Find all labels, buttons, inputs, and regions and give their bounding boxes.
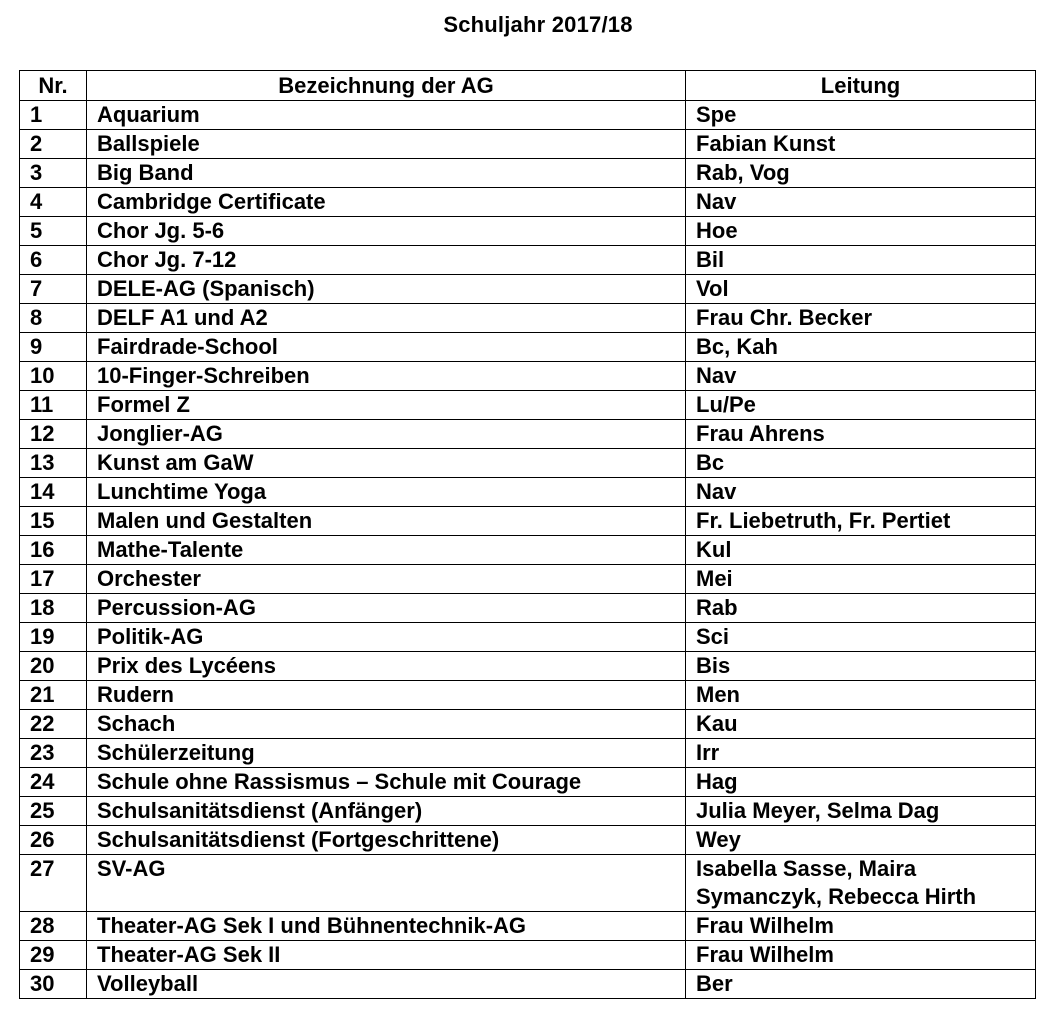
ag-name: 10-Finger-Schreiben: [87, 362, 686, 391]
ag-name: Schulsanitätsdienst (Anfänger): [87, 797, 686, 826]
ag-lead: Rab: [686, 594, 1036, 623]
ag-lead: Bc: [686, 449, 1036, 478]
ag-lead: Nav: [686, 478, 1036, 507]
table-row: [20, 101, 1036, 130]
table-row: [20, 912, 1036, 941]
row-number: 6: [20, 246, 87, 275]
row-number: 29: [20, 941, 87, 970]
table-row: [20, 362, 1036, 391]
row-number: 2: [20, 130, 87, 159]
ag-lead: Bis: [686, 652, 1036, 681]
ag-name: Malen und Gestalten: [87, 507, 686, 536]
ag-name: Schülerzeitung: [87, 739, 686, 768]
ag-name: Chor Jg. 5-6: [87, 217, 686, 246]
table-row: [20, 130, 1036, 159]
ag-name: Schach: [87, 710, 686, 739]
table-row: [20, 507, 1036, 536]
table-row: [20, 536, 1036, 565]
ag-lead: Fr. Liebetruth, Fr. Pertiet: [686, 507, 1036, 536]
table-row: [20, 275, 1036, 304]
table-row: [20, 855, 1036, 912]
table-row: [20, 565, 1036, 594]
row-number: 16: [20, 536, 87, 565]
ag-name: DELF A1 und A2: [87, 304, 686, 333]
table-row: [20, 797, 1036, 826]
ag-lead: Bil: [686, 246, 1036, 275]
table-header-row: [20, 71, 1036, 101]
row-number: 21: [20, 681, 87, 710]
ag-lead: Isabella Sasse, Maira Symanczyk, Rebecca Hirth: [686, 855, 1036, 912]
column-header-nr: Nr.: [20, 71, 87, 101]
row-number: 24: [20, 768, 87, 797]
ag-lead: Vol: [686, 275, 1036, 304]
page-title: Schuljahr 2017/18: [443, 12, 633, 37]
row-number: 10: [20, 362, 87, 391]
ag-lead: Frau Wilhelm: [686, 912, 1036, 941]
row-number: 25: [20, 797, 87, 826]
ag-lead: Kau: [686, 710, 1036, 739]
row-number: 18: [20, 594, 87, 623]
row-number: 30: [20, 970, 87, 999]
table-row: [20, 159, 1036, 188]
table-row: [20, 652, 1036, 681]
row-number: 17: [20, 565, 87, 594]
ag-lead: Wey: [686, 826, 1036, 855]
ag-name: Mathe-Talente: [87, 536, 686, 565]
row-number: 13: [20, 449, 87, 478]
ag-lead: Irr: [686, 739, 1036, 768]
table-row: [20, 304, 1036, 333]
table-row: [20, 188, 1036, 217]
ag-lead: Mei: [686, 565, 1036, 594]
ag-table: [19, 70, 1036, 999]
ag-name: Prix des Lycéens: [87, 652, 686, 681]
ag-name: SV-AG: [87, 855, 686, 912]
ag-lead: Fabian Kunst: [686, 130, 1036, 159]
table-row: [20, 449, 1036, 478]
ag-lead: Rab, Vog: [686, 159, 1036, 188]
ag-lead: Lu/Pe: [686, 391, 1036, 420]
ag-name: Theater-AG Sek II: [87, 941, 686, 970]
row-number: 5: [20, 217, 87, 246]
ag-name: Lunchtime Yoga: [87, 478, 686, 507]
table-row: [20, 391, 1036, 420]
table-row: [20, 970, 1036, 999]
row-number: 19: [20, 623, 87, 652]
row-number: 11: [20, 391, 87, 420]
table-row: [20, 681, 1036, 710]
ag-name: Percussion-AG: [87, 594, 686, 623]
table-row: [20, 217, 1036, 246]
row-number: 1: [20, 101, 87, 130]
column-header-name: Bezeichnung der AG: [87, 71, 686, 101]
table-row: [20, 478, 1036, 507]
ag-lead: Frau Chr. Becker: [686, 304, 1036, 333]
column-header-lead: Leitung: [686, 71, 1036, 101]
ag-name: Big Band: [87, 159, 686, 188]
ag-name: Theater-AG Sek I und Bühnentechnik-AG: [87, 912, 686, 941]
row-number: 7: [20, 275, 87, 304]
row-number: 22: [20, 710, 87, 739]
table-body: [20, 101, 1036, 999]
table-row: [20, 739, 1036, 768]
ag-name: Schule ohne Rassismus – Schule mit Courage: [87, 768, 686, 797]
table-row: [20, 420, 1036, 449]
table-row: [20, 333, 1036, 362]
ag-name: Kunst am GaW: [87, 449, 686, 478]
ag-lead: Men: [686, 681, 1036, 710]
row-number: 8: [20, 304, 87, 333]
ag-lead: Frau Ahrens: [686, 420, 1036, 449]
row-number: 14: [20, 478, 87, 507]
row-number: 15: [20, 507, 87, 536]
ag-name: Cambridge Certificate: [87, 188, 686, 217]
ag-name: Volleyball: [87, 970, 686, 999]
row-number: 28: [20, 912, 87, 941]
ag-lead: Julia Meyer, Selma Dag: [686, 797, 1036, 826]
ag-name: Rudern: [87, 681, 686, 710]
ag-name: Orchester: [87, 565, 686, 594]
row-number: 27: [20, 855, 87, 912]
ag-lead: Bc, Kah: [686, 333, 1036, 362]
ag-name: Schulsanitätsdienst (Fortgeschrittene): [87, 826, 686, 855]
ag-name: Aquarium: [87, 101, 686, 130]
row-number: 23: [20, 739, 87, 768]
ag-lead: Sci: [686, 623, 1036, 652]
ag-name: Ballspiele: [87, 130, 686, 159]
ag-lead: Hoe: [686, 217, 1036, 246]
table-row: [20, 768, 1036, 797]
ag-lead: Kul: [686, 536, 1036, 565]
ag-name: DELE-AG (Spanisch): [87, 275, 686, 304]
row-number: 26: [20, 826, 87, 855]
ag-lead: Spe: [686, 101, 1036, 130]
ag-name: Politik-AG: [87, 623, 686, 652]
table-row: [20, 246, 1036, 275]
table-row: [20, 710, 1036, 739]
ag-lead: Hag: [686, 768, 1036, 797]
row-number: 4: [20, 188, 87, 217]
row-number: 9: [20, 333, 87, 362]
table-row: [20, 941, 1036, 970]
ag-lead: Ber: [686, 970, 1036, 999]
ag-name: Chor Jg. 7-12: [87, 246, 686, 275]
table-row: [20, 594, 1036, 623]
ag-lead: Nav: [686, 188, 1036, 217]
table-row: [20, 826, 1036, 855]
ag-name: Formel Z: [87, 391, 686, 420]
ag-lead: Nav: [686, 362, 1036, 391]
row-number: 20: [20, 652, 87, 681]
row-number: 12: [20, 420, 87, 449]
row-number: 3: [20, 159, 87, 188]
ag-name: Jonglier-AG: [87, 420, 686, 449]
table-row: [20, 623, 1036, 652]
ag-lead: Frau Wilhelm: [686, 941, 1036, 970]
ag-name: Fairdrade-School: [87, 333, 686, 362]
